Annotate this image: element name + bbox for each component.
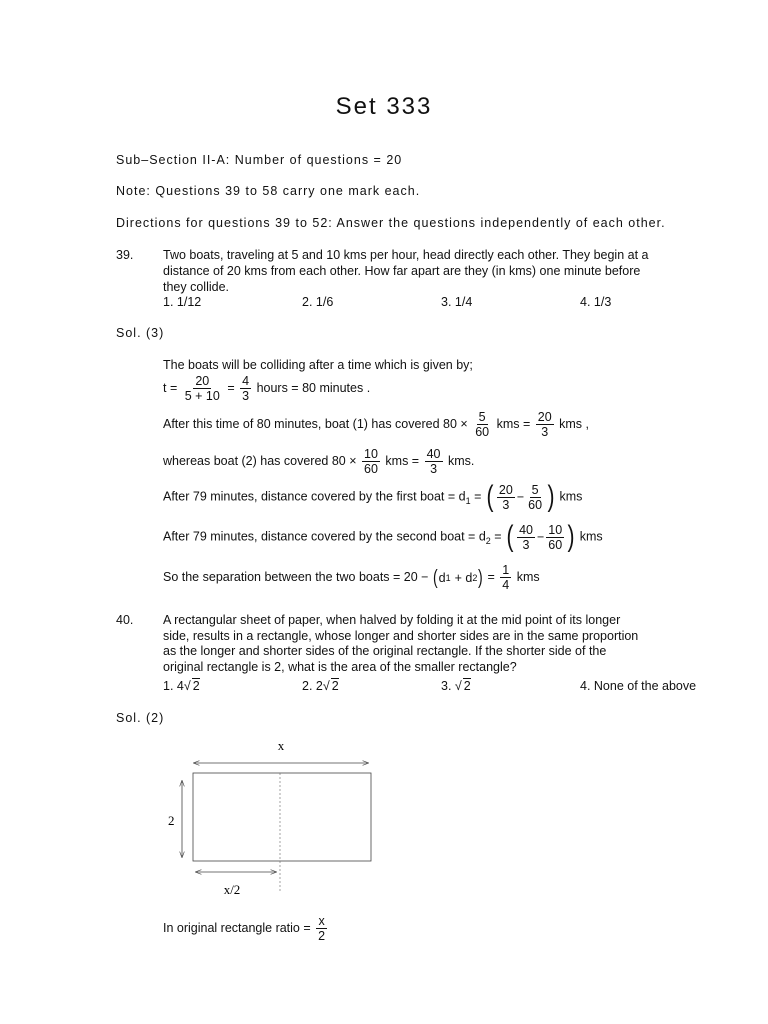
- directions: Directions for questions 39 to 52: Answer the questions independently of each other.: [116, 216, 666, 230]
- equation-tail: hours = 80 minutes .: [256, 380, 371, 395]
- equation-text: whereas boat (2) has covered: [163, 453, 329, 468]
- denominator: 3: [522, 537, 530, 552]
- radicand: 2: [331, 679, 339, 693]
- numerator: 20: [498, 482, 513, 497]
- equation-text: d: [438, 570, 446, 585]
- question-text-line: side, results in a rectangle, whose longer and shorter sides are in the same proportion: [163, 629, 639, 643]
- numerator: x: [318, 914, 325, 928]
- equation-boat1: [163, 410, 589, 439]
- equation-tail: kms ,: [559, 416, 589, 431]
- numerator: 40: [519, 522, 533, 537]
- denominator: 3: [502, 497, 510, 512]
- sqrt-icon: √: [322, 679, 330, 693]
- fraction: [536, 410, 554, 439]
- question-text-line: they collide.: [163, 280, 230, 294]
- question-text-line: Two boats, traveling at 5 and 10 kms per hour, head directly each other. They begin at a: [163, 248, 649, 262]
- rectangle-diagram: [160, 736, 390, 906]
- fraction: [240, 374, 251, 403]
- answer-option: 2. 1/6: [302, 295, 334, 309]
- question-text-line: A rectangular sheet of paper, when halved by folding it at the mid point of its longer: [163, 613, 621, 627]
- numerator: 1: [502, 563, 510, 577]
- equation-d2: [163, 522, 603, 552]
- equation-tail: kms: [579, 529, 603, 544]
- equation-separation: [163, 563, 540, 592]
- equation-text: After 79 minutes, distance covered by the first boat = d: [163, 489, 466, 504]
- denominator: 60: [548, 537, 563, 552]
- answer-option: 3. 1/4: [441, 295, 473, 309]
- denominator: 60: [475, 425, 490, 439]
- equals-sign: =: [487, 569, 495, 584]
- denominator: 3: [242, 389, 250, 403]
- option-text: 1. 4: [163, 679, 184, 693]
- question-number: 39.: [116, 248, 134, 262]
- answer-option: [163, 679, 200, 693]
- answer-option: [302, 679, 339, 693]
- rectangle: [193, 773, 371, 861]
- fraction: [316, 914, 327, 943]
- equation-d1: [163, 482, 582, 512]
- equation-text: 80 ×: [443, 416, 468, 431]
- equals-sign: =: [474, 489, 482, 504]
- answer-option: 4. 1/3: [580, 295, 612, 309]
- solution-text: The boats will be colliding after a time which is given by;: [163, 358, 473, 372]
- page-title: Set 333: [335, 93, 433, 120]
- numerator: 40: [426, 447, 441, 461]
- fraction: [183, 374, 222, 403]
- equation-text: After 79 minutes, distance covered by the second boat = d: [163, 529, 486, 544]
- fraction: [526, 483, 544, 512]
- answer-option: [441, 679, 471, 693]
- option-text: 2. 2: [302, 679, 323, 693]
- option-text: 4. None of the above: [580, 679, 697, 693]
- equation-text: + d: [454, 570, 473, 585]
- width-label: x: [277, 738, 285, 753]
- equation-text: In original rectangle ratio =: [163, 920, 311, 935]
- equation-text: After this time of 80 minutes, boat (1) has covered: [163, 416, 440, 431]
- denominator: 60: [364, 462, 378, 476]
- numerator: 5: [531, 482, 539, 497]
- denominator: 2: [318, 929, 326, 943]
- equation-boat2: [163, 447, 474, 476]
- option-text: 3.: [441, 679, 455, 693]
- denominator: 3: [430, 462, 438, 476]
- half-width-label: x/2: [223, 882, 241, 897]
- subscript: 1: [445, 572, 451, 583]
- numerator: 5: [478, 410, 486, 424]
- question-text-line: original rectangle is 2, what is the area of the smaller rectangle?: [163, 660, 517, 674]
- question-number: 40.: [116, 613, 134, 627]
- fraction: [517, 523, 535, 552]
- denominator: 4: [502, 578, 510, 592]
- parenthesized-expression: ( $\frac{20}{3}$ − $\frac{5}{60}$ ): [486, 480, 555, 513]
- question-text-line: distance of 20 kms from each other. How far apart are they (in kms) one minute before: [163, 264, 641, 278]
- radicand: 2: [192, 679, 200, 693]
- fraction: [497, 483, 515, 512]
- parenthesized-expression: ( d 1 + d 2 ): [432, 566, 484, 589]
- answer-option: [580, 679, 696, 693]
- equation-tail: kms.: [447, 453, 475, 468]
- denominator: 5 + 10: [184, 389, 220, 403]
- subsection-heading: Sub–Section II-A: Number of questions = 20: [116, 153, 403, 167]
- parenthesized-expression: ( $\frac{40}{3}$ − $\frac{10}{60}$ ): [506, 520, 575, 553]
- equals-sign: =: [494, 529, 502, 544]
- solution-label: Sol. (3): [116, 326, 165, 340]
- height-label: 2: [168, 813, 175, 828]
- sqrt-icon: √: [454, 679, 462, 693]
- solution-label: Sol. (2): [116, 711, 165, 725]
- fraction: [546, 523, 564, 552]
- sqrt-icon: √: [183, 679, 191, 693]
- numerator: 10: [548, 522, 563, 537]
- numerator: 20: [195, 374, 210, 388]
- fraction: [362, 447, 380, 476]
- fraction: [473, 410, 491, 439]
- subscript: 2: [485, 535, 491, 546]
- note: Note: Questions 39 to 58 carry one mark each.: [116, 184, 421, 198]
- equation-text: So the separation between the two boats = 20 −: [163, 569, 429, 584]
- denominator: 3: [541, 425, 549, 439]
- numerator: 20: [537, 410, 552, 424]
- equation-time: [163, 374, 370, 403]
- minus-sign: −: [516, 490, 525, 504]
- equation-text: kms =: [496, 416, 531, 431]
- numerator: 10: [364, 447, 378, 461]
- equation-tail: kms: [516, 569, 540, 584]
- equation-label: t =: [163, 380, 178, 395]
- equals-sign: =: [227, 380, 235, 395]
- minus-sign: −: [536, 530, 545, 544]
- equation-text: kms =: [385, 453, 420, 468]
- equation-text: 80 ×: [331, 453, 357, 468]
- fraction: [425, 447, 443, 476]
- answer-option: 1. 1/12: [163, 295, 202, 309]
- ratio-equation: [163, 914, 329, 943]
- radicand: 2: [463, 679, 471, 693]
- question-text-line: as the longer and shorter sides of the original rectangle. If the shorter side of the: [163, 644, 607, 658]
- subscript: 1: [465, 495, 471, 506]
- equation-tail: kms: [559, 489, 583, 504]
- subscript: 2: [472, 572, 478, 583]
- denominator: 60: [528, 497, 543, 512]
- numerator: 4: [242, 374, 250, 388]
- fraction: [500, 563, 511, 592]
